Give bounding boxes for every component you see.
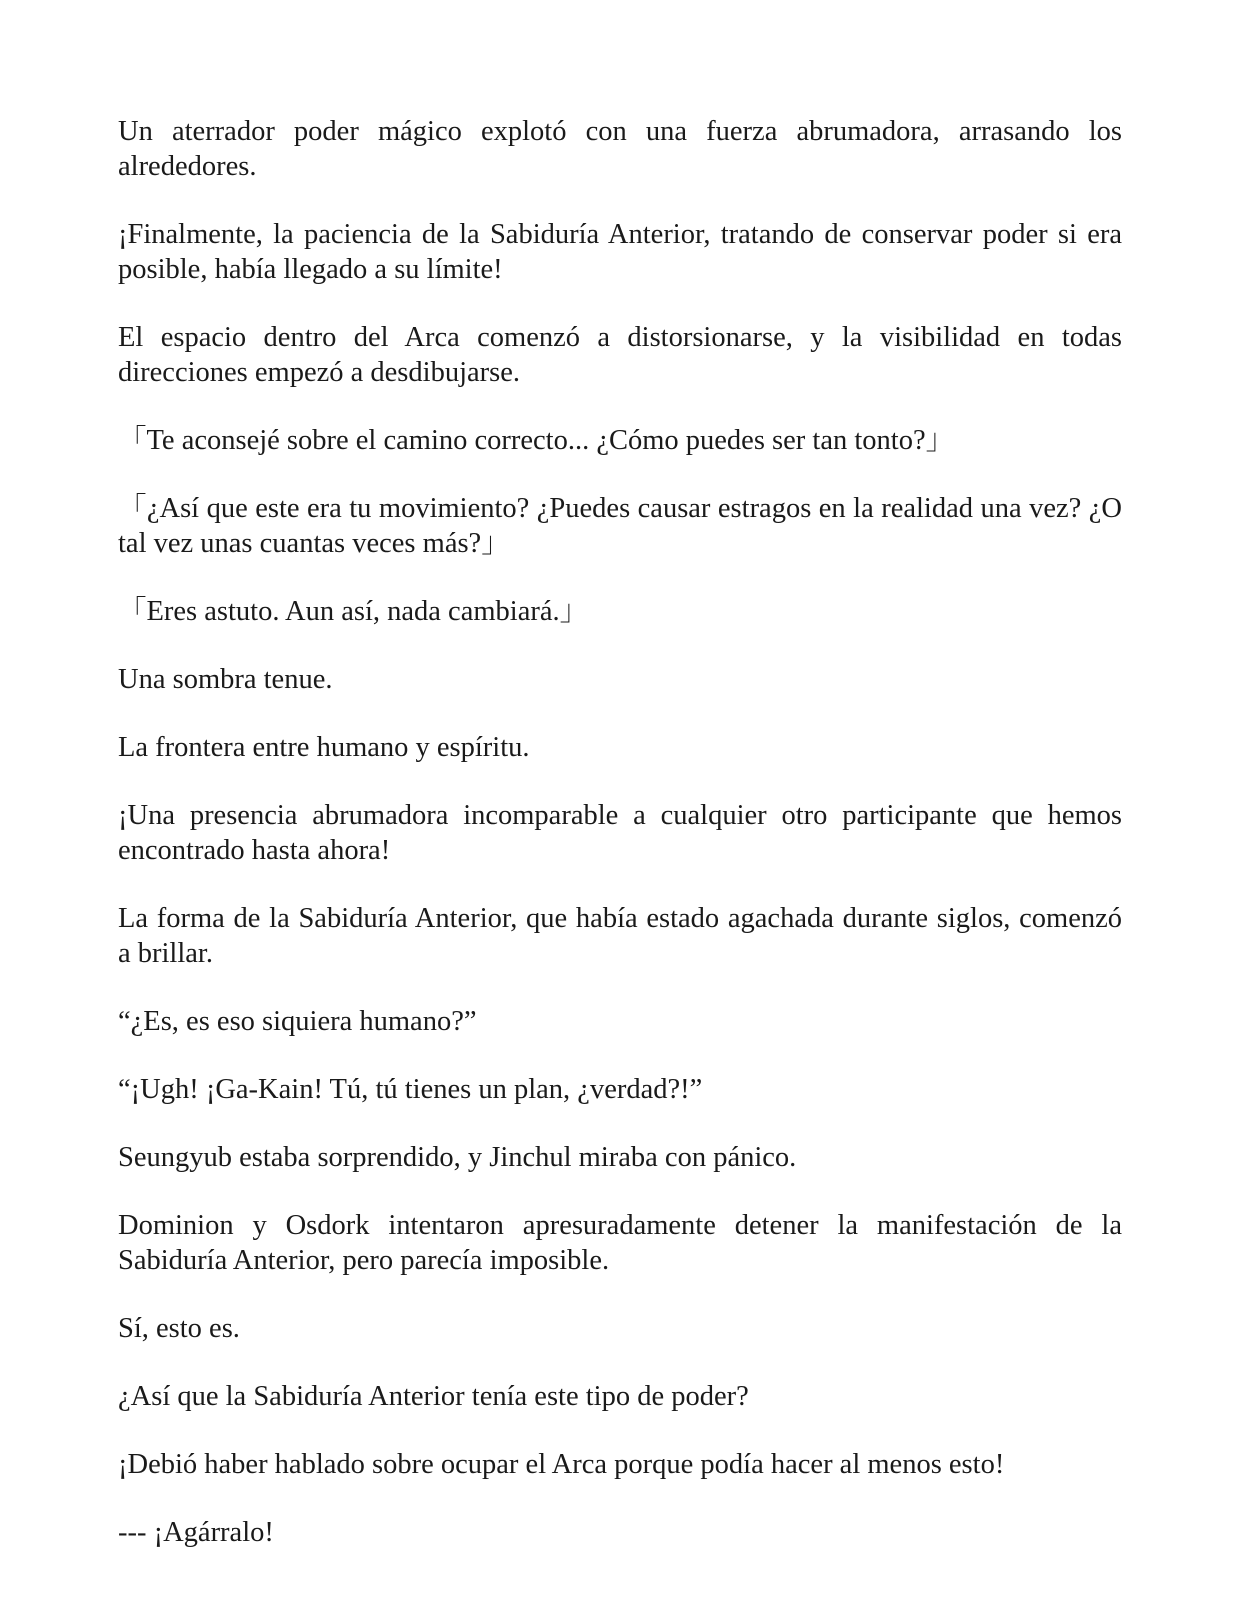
- dialogue-paragraph: “¡Ugh! ¡Ga-Kain! Tú, tú tienes un plan, ¿verdad?!”: [118, 1074, 703, 1105]
- dialogue-paragraph: “¿Es, es eso siquiera humano?”: [118, 1006, 477, 1037]
- paragraph: ¿Así que la Sabiduría Anterior tenía este tipo de poder?: [118, 1381, 749, 1412]
- paragraph: Seungyub estaba sorprendido, y Jinchul miraba con pánico.: [118, 1142, 797, 1173]
- dialogue-paragraph: 「Te aconsejé sobre el camino correcto... ¿Cómo puedes ser tan tonto?」: [118, 425, 955, 456]
- paragraph: Dominion y Osdork intentaron apresuradamente detener la manifestación de la Sabiduría Anterior, pero parecía imposible.: [118, 1210, 1122, 1276]
- text-body: [118, 114, 1122, 1583]
- paragraph: Sí, esto es.: [118, 1313, 240, 1344]
- paragraph: Un aterrador poder mágico explotó con una fuerza abrumadora, arrasando los alrededores.: [118, 116, 1122, 182]
- paragraph: Una sombra tenue.: [118, 664, 333, 695]
- paragraph: La frontera entre humano y espíritu.: [118, 732, 530, 763]
- paragraph: ¡Finalmente, la paciencia de la Sabiduría Anterior, tratando de conservar poder si era posible, había llegado a su límite!: [118, 219, 1122, 285]
- paragraph: ¡Debió haber hablado sobre ocupar el Arca porque podía hacer al menos esto!: [118, 1449, 1005, 1480]
- paragraph: La forma de la Sabiduría Anterior, que había estado agachada durante siglos, comenzó a brillar.: [118, 903, 1122, 969]
- paragraph: El espacio dentro del Arca comenzó a distorsionarse, y la visibilidad en todas direcciones empezó a desdibujarse.: [118, 322, 1122, 388]
- paragraph: ¡Una presencia abrumadora incomparable a cualquier otro participante que hemos encontrado hasta ahora!: [118, 800, 1122, 866]
- dialogue-paragraph: 「¿Así que este era tu movimiento? ¿Puedes causar estragos en la realidad una vez? ¿O tal vez unas cuantas veces más?」: [118, 493, 1122, 559]
- dialogue-paragraph: 「Eres astuto. Aun así, nada cambiará.」: [118, 596, 589, 627]
- paragraph: --- ¡Agárralo!: [118, 1517, 274, 1548]
